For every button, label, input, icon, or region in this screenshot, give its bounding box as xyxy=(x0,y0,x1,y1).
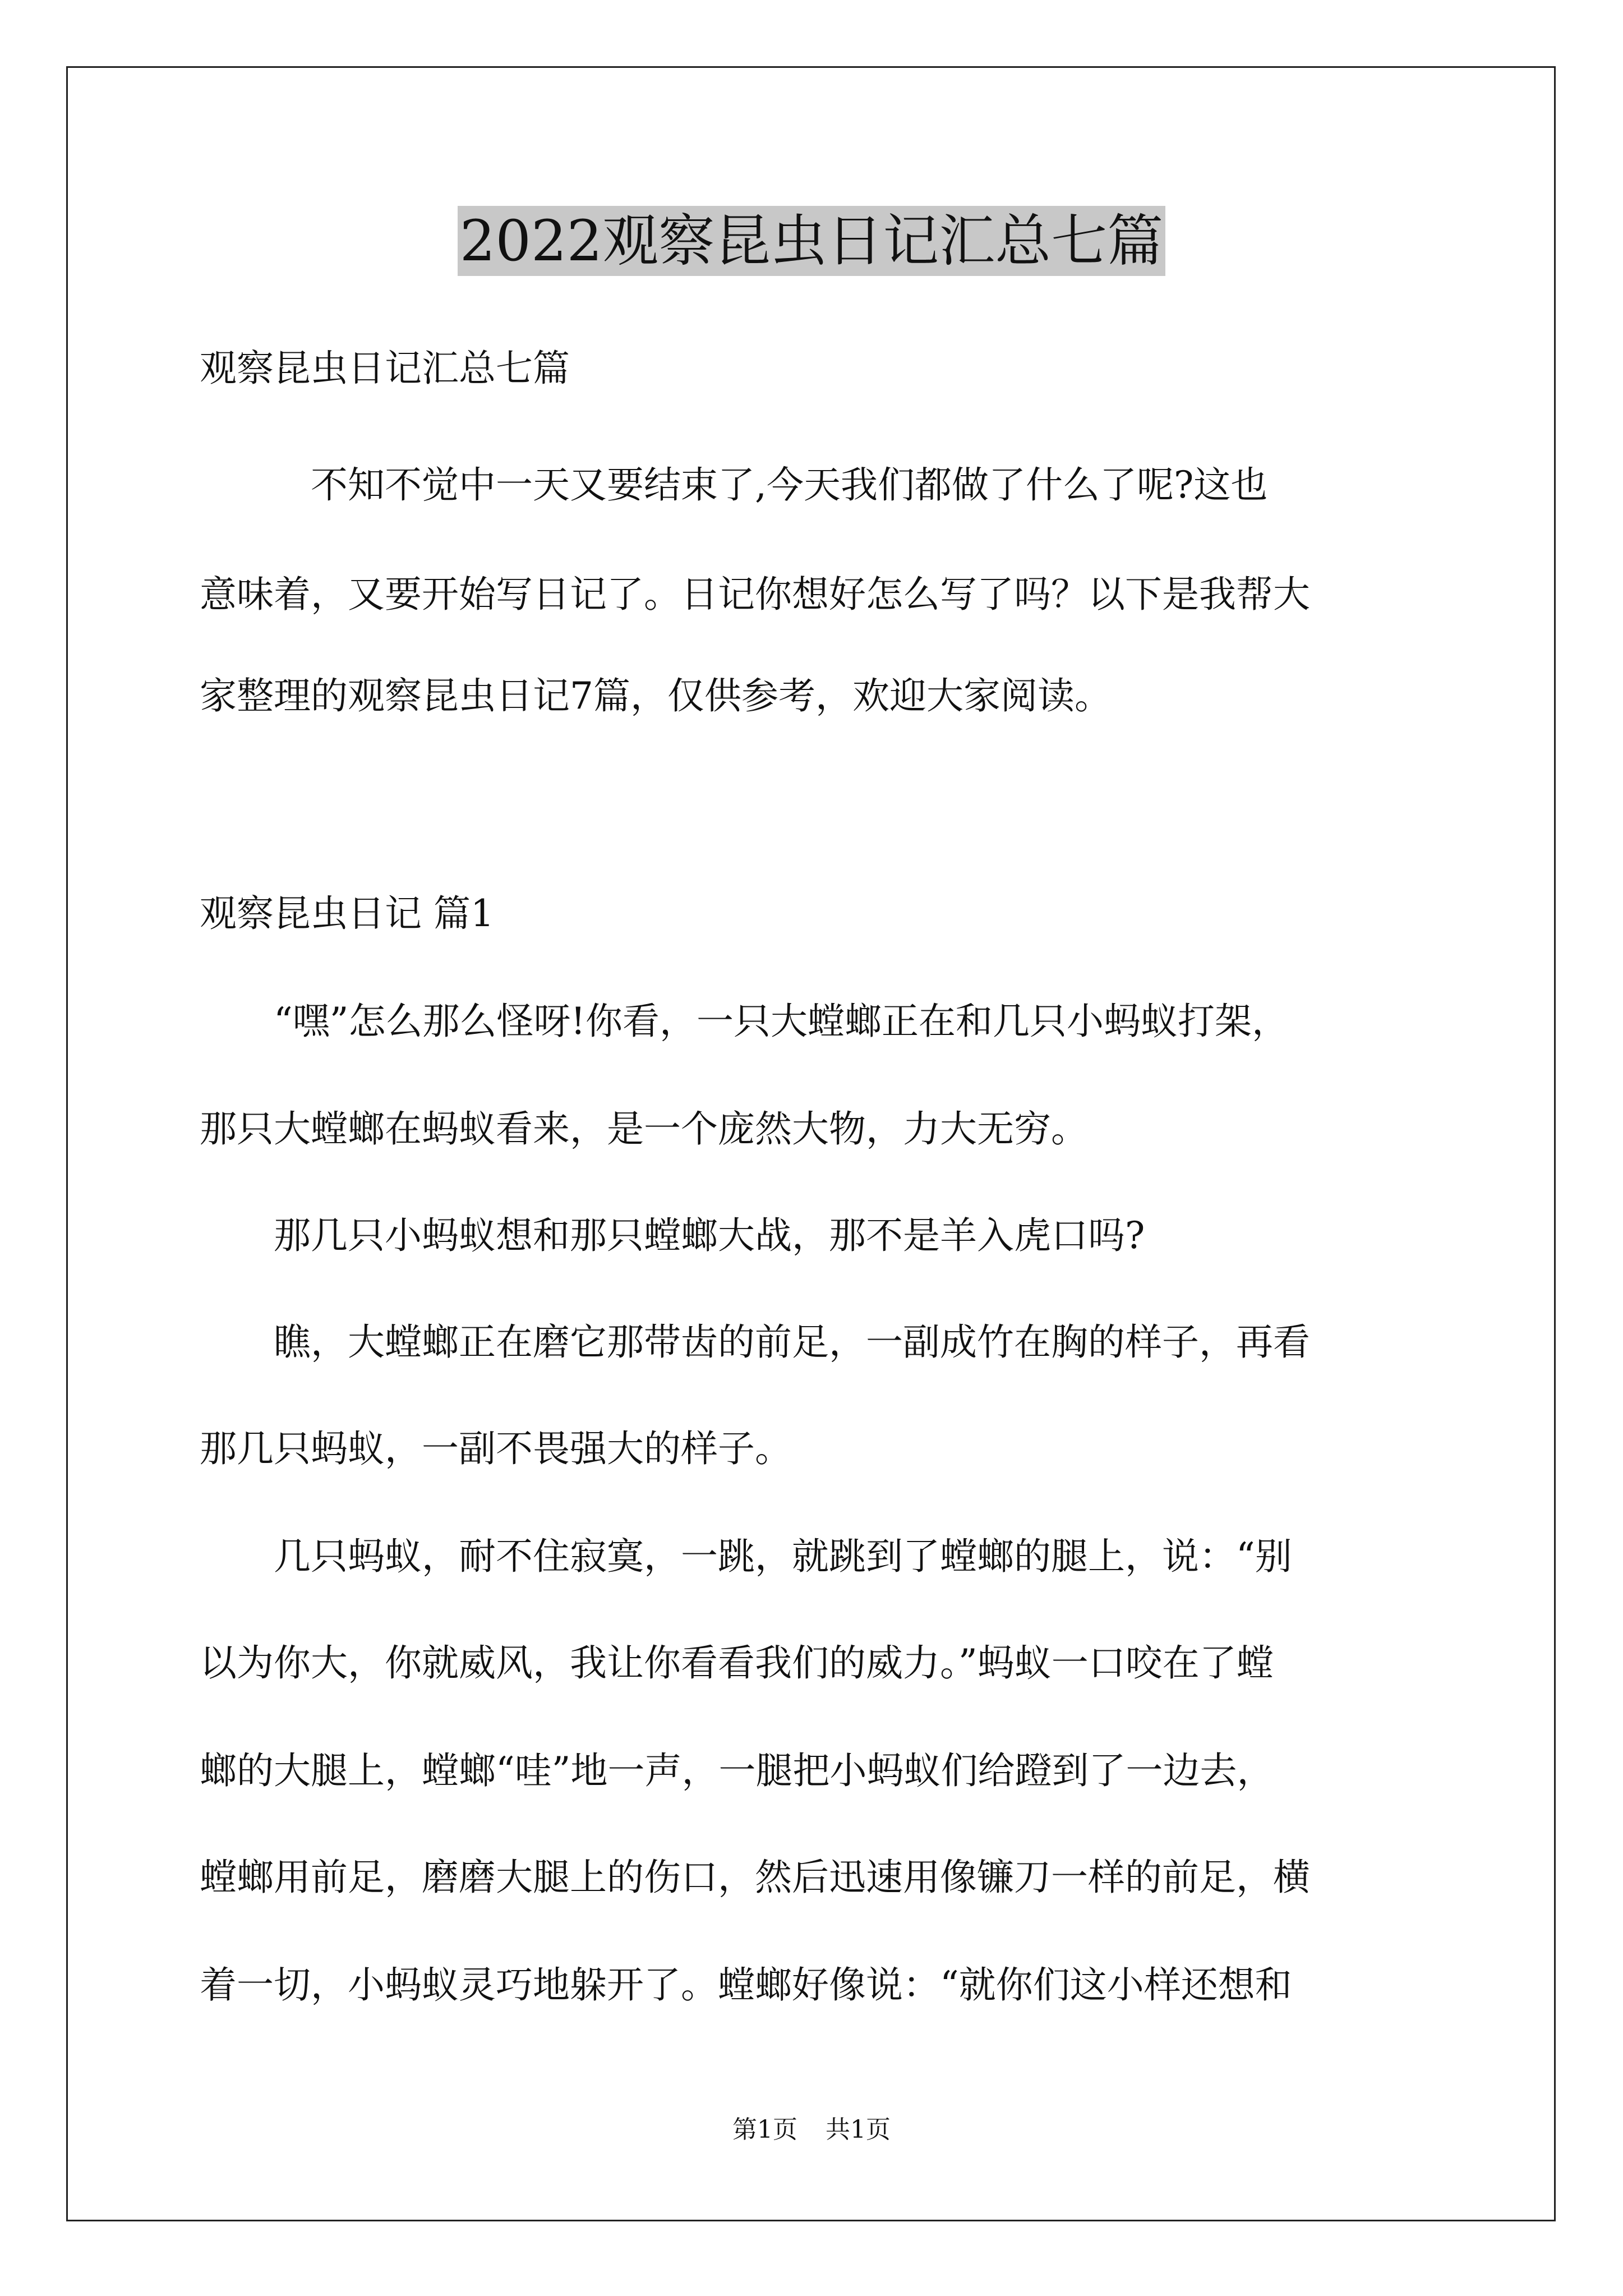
body-line: 意味着，又要开始写日记了。日记你想好怎么写了吗？以下是我帮大 xyxy=(200,573,1310,616)
body-line: 那几只小蚂蚁想和那只螳螂大战，那不是羊入虎口吗? xyxy=(200,1214,1145,1257)
body-line: 瞧，大螳螂正在磨它那带齿的前足，一副成竹在胸的样子，再看 xyxy=(200,1320,1310,1364)
document-title-text: 2022观察昆虫日记汇总七篇 xyxy=(458,206,1166,276)
body-line: 那只大螳螂在蚂蚁看来，是一个庞然大物，力大无穷。 xyxy=(200,1107,1088,1151)
body-line: 着一切，小蚂蚁灵巧地躲开了。螳螂好像说：“就你们这小样还想和 xyxy=(200,1963,1292,2007)
subtitle-line: 观察昆虫日记汇总七篇 xyxy=(200,347,570,390)
body-line: 螂的大腿上，螳螂“哇”地一声，一腿把小蚂蚁们给蹬到了一边去， xyxy=(200,1749,1274,1792)
body-line: 不知不觉中一天又要结束了,今天我们都做了什么了呢?这也 xyxy=(200,463,1268,507)
body-line: 以为你大，你就威风，我让你看看我们的威力。”蚂蚁一口咬在了螳 xyxy=(200,1641,1274,1685)
page-number: 第1页 xyxy=(732,2115,797,2144)
page-total: 共1页 xyxy=(826,2115,891,2144)
body-line: 那几只蚂蚁，一副不畏强大的样子。 xyxy=(200,1427,792,1470)
body-line: 家整理的观察昆虫日记7篇，仅供参考，欢迎大家阅读。 xyxy=(200,674,1112,717)
body-line: 螳螂用前足，磨磨大腿上的伤口，然后迅速用像镰刀一样的前足，横 xyxy=(200,1856,1310,1899)
body-line: 几只蚂蚁，耐不住寂寞，一跳，就跳到了螳螂的腿上，说：“别 xyxy=(200,1535,1292,1578)
page-footer xyxy=(0,2113,1623,2147)
body-line: “嘿”怎么那么怪呀!你看，一只大螳螂正在和几只小蚂蚁打架， xyxy=(200,1000,1289,1043)
section-heading: 观察昆虫日记 篇1 xyxy=(200,892,494,935)
document-title xyxy=(0,202,1623,280)
